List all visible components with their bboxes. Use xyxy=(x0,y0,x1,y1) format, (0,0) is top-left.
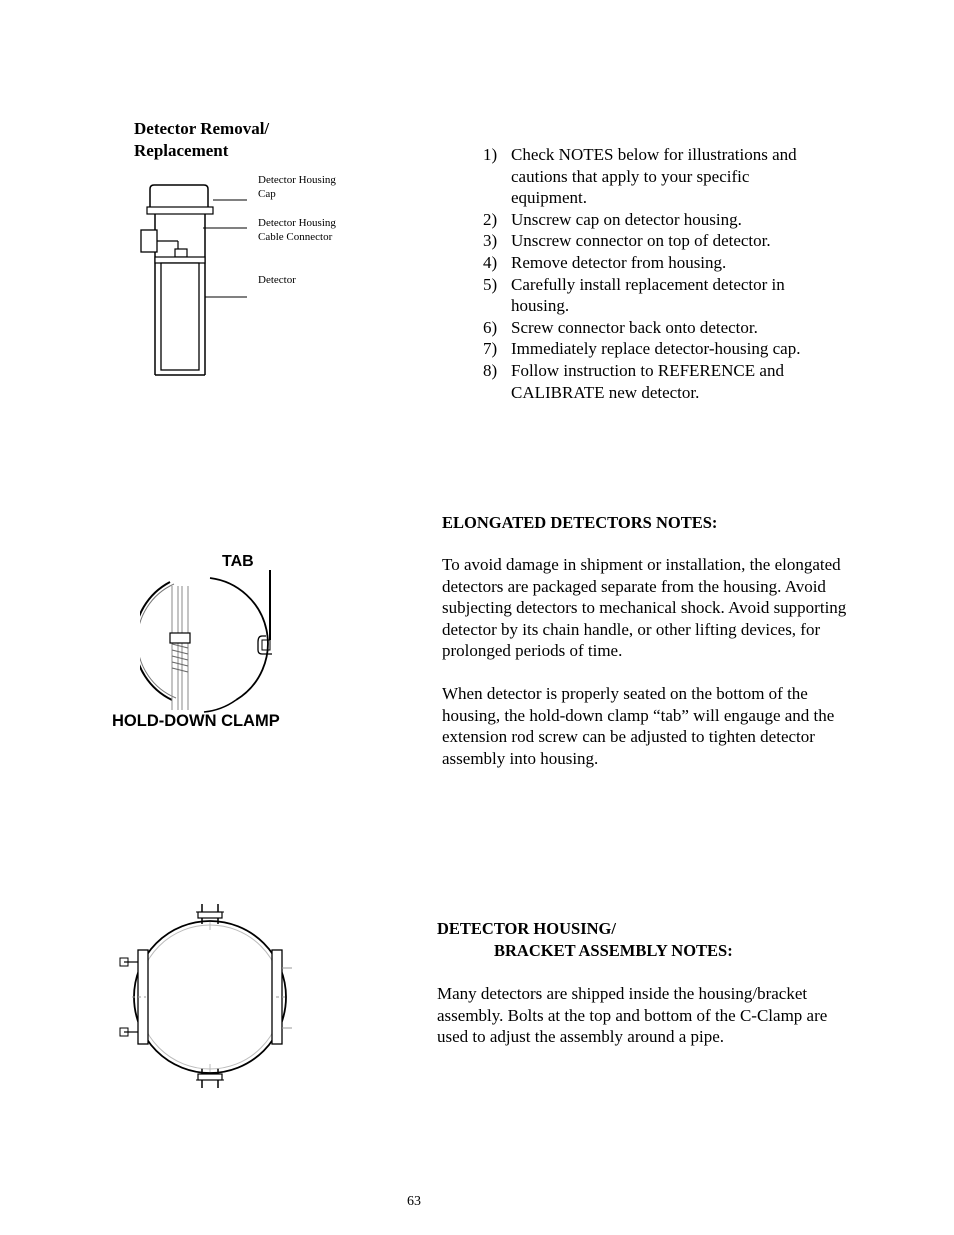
step-text: Follow instruction to REFERENCE and CALIBRATE new detector. xyxy=(511,360,784,402)
bracket-notes-para: Many detectors are shipped inside the housing/bracket assembly. Bolts at the top and bottom of the C-Clamp are used to adjust the assembly around a pipe. xyxy=(437,984,828,1047)
step-number: 6) xyxy=(483,317,498,337)
section-title xyxy=(134,118,269,162)
elongated-notes-para1: To avoid damage in shipment or installation, the elongated detectors are packaged separate from the housing. Avoid subjecting detectors to mechanical shock. Avoid supporting detector by its chain handle, or other lifting devices, for prolonged periods of time. xyxy=(442,555,847,661)
label-housing-cap-line1: Detector Housing xyxy=(258,174,336,186)
step-text: Immediately replace detector-housing cap. xyxy=(511,339,801,359)
label-detector: Detector xyxy=(258,274,296,286)
step-number: 7) xyxy=(483,339,498,359)
hold-down-clamp-label: HOLD-DOWN CLAMP xyxy=(112,712,280,730)
step-text: Unscrew cap on detector housing. xyxy=(511,209,742,229)
tab-label: TAB xyxy=(222,553,254,570)
step-number: 1) xyxy=(483,145,498,164)
section-title-line1: Detector Removal/ xyxy=(134,119,270,138)
step-item xyxy=(483,317,828,339)
step-text: Check NOTES below for illustrations and cautions that apply to your specific equipment. xyxy=(511,145,797,208)
step-text: Remove detector from housing. xyxy=(511,252,727,272)
step-item xyxy=(483,252,828,274)
step-number: 4) xyxy=(483,252,498,272)
bracket-assembly-diagram xyxy=(110,898,320,1093)
label-cable-connector-line2: Cable Connector xyxy=(258,231,333,243)
removal-steps-list xyxy=(483,144,828,403)
section-title-line2: Replacement xyxy=(134,141,229,160)
detector-housing-diagram xyxy=(130,175,270,385)
bracket-notes xyxy=(437,918,857,1048)
step-number: 3) xyxy=(483,231,498,251)
elongated-notes xyxy=(442,512,852,769)
elongated-notes-para2: When detector is properly seated on the bottom of the housing, the hold-down clamp “tab” will engauge and the extension rod screw can be adjusted to tighten detector assembly into housing. xyxy=(442,683,835,768)
bracket-notes-heading-line2: BRACKET ASSEMBLY NOTES: xyxy=(494,941,733,960)
step-text: Carefully install replacement detector in housing. xyxy=(511,274,785,316)
step-item xyxy=(483,209,828,231)
hold-down-clamp-diagram xyxy=(140,570,300,720)
label-cable-connector xyxy=(258,216,336,244)
elongated-notes-heading: ELONGATED DETECTORS NOTES: xyxy=(442,513,718,532)
step-text: Unscrew connector on top of detector. xyxy=(511,231,771,251)
label-cable-connector-line1: Detector Housing xyxy=(258,217,336,229)
step-number: 2) xyxy=(483,209,498,229)
label-housing-cap xyxy=(258,173,336,201)
step-item xyxy=(483,144,828,209)
step-item xyxy=(483,230,828,252)
bracket-notes-heading-line1: DETECTOR HOUSING/ xyxy=(437,919,616,938)
step-number: 8) xyxy=(483,360,498,380)
page-number: 63 xyxy=(407,1194,421,1209)
step-item xyxy=(483,338,828,360)
step-item xyxy=(483,360,828,403)
step-item xyxy=(483,274,828,317)
step-text: Screw connector back onto detector. xyxy=(511,317,758,337)
step-number: 5) xyxy=(483,274,498,294)
label-housing-cap-line2: Cap xyxy=(258,188,276,200)
